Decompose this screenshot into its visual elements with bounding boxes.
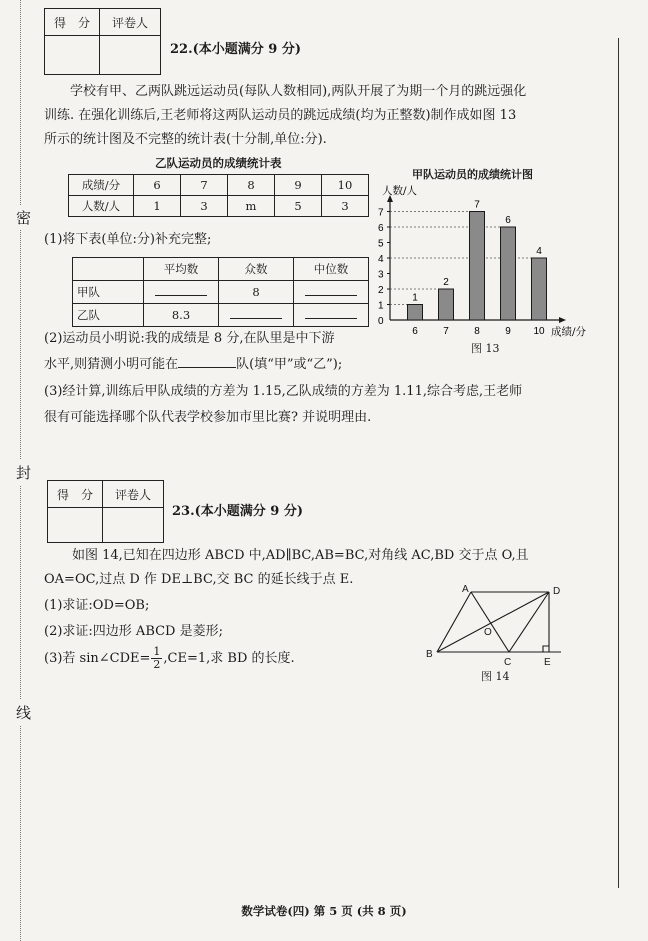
yi-count-cell: m (228, 196, 275, 217)
bar-value-label: 4 (536, 246, 542, 257)
q22-part1: (1)将下表(单位:分)补充完整; (44, 232, 212, 247)
yi-score-cell: 8 (228, 175, 275, 196)
diagonal-ac (471, 592, 509, 652)
yi-row2-label: 人数/人 (69, 196, 134, 217)
summary-yi-label: 乙队 (73, 304, 144, 327)
yi-count-cell: 3 (322, 196, 369, 217)
y-tick-label: 7 (378, 207, 384, 219)
q22-score-box (44, 8, 161, 75)
bar-6 (408, 305, 423, 321)
q23-intro-line2: OA=OC,过点 D 作 DE⊥BC,交 BC 的延长线于点 E. (44, 572, 354, 587)
x-tick-label: 8 (474, 326, 480, 337)
y-tick-label: 2 (378, 285, 384, 296)
page-footer: 数学试卷(四) 第 5 页 (共 8 页) (241, 904, 407, 918)
q23-part3 (44, 646, 295, 671)
x-axis-label: 成绩/分 (551, 326, 587, 338)
summary-header-blank (73, 258, 144, 281)
label-e: E (544, 657, 551, 668)
yi-score-cell: 9 (275, 175, 322, 196)
right-angle-mark (543, 646, 549, 652)
bar-value-label: 6 (505, 215, 511, 226)
grader-box-label: 评卷人 (103, 481, 164, 508)
yi-count-cell: 1 (134, 196, 181, 217)
q22-part2-text-b: 队(填“甲”或“乙”); (236, 357, 343, 372)
segment-dc (509, 592, 549, 652)
y-tick-label: 4 (378, 254, 384, 265)
q22-part2-line1: (2)运动员小明说:我的成绩是 8 分,在队里是中下游 (44, 331, 335, 346)
yi-score-cell: 7 (181, 175, 228, 196)
q22-part3-line2: 很有可能选择哪个队代表学校参加市里比赛? 并说明理由. (44, 410, 372, 425)
q22-intro-line1: 学校有甲、乙两队跳远运动员(每队人数相同),两队开展了为期一个月的跳远强化 (70, 84, 527, 99)
q23-part1: (1)求证:OD=OB; (44, 598, 150, 613)
figure-caption: 图 14 (481, 670, 510, 683)
q23-part3-suffix: ,CE=1,求 BD 的长度. (163, 650, 295, 666)
q22-intro-line2: 训练. 在强化训练后,王老师将这两队运动员的跳远成绩(均为正整数)制作成如图 13 (44, 108, 517, 123)
summary-table (72, 257, 369, 327)
x-tick-label: 6 (412, 326, 418, 337)
q23-header: 23.(本小题满分 9 分) (172, 504, 304, 519)
x-tick-label: 9 (505, 326, 511, 337)
x-tick-label: 10 (533, 326, 545, 337)
grader-box-label: 评卷人 (100, 9, 161, 36)
q22-part2-line2 (44, 353, 342, 377)
score-box-label: 得 分 (45, 9, 100, 36)
yi-score-cell: 6 (134, 175, 181, 196)
yi-score-cell: 10 (322, 175, 369, 196)
fraction-numerator: 1 (153, 645, 161, 658)
score-cell[interactable] (45, 36, 100, 75)
y-axis-label: 人数/人 (382, 185, 418, 197)
summary-jia-label: 甲队 (73, 281, 144, 304)
x-axis-arrow (559, 317, 566, 323)
y-tick-label: 5 (378, 238, 384, 250)
bar-7 (439, 289, 454, 320)
q23-part2: (2)求证:四边形 ABCD 是菱形; (44, 624, 223, 639)
yi-count-cell: 5 (275, 196, 322, 217)
summary-header-mode: 众数 (219, 258, 294, 281)
x-tick-label: 7 (443, 326, 449, 337)
grader-cell[interactable] (103, 508, 164, 543)
chart-caption: 图 13 (471, 342, 500, 355)
yi-count-cell: 3 (181, 196, 228, 217)
jia-mean-cell[interactable] (144, 281, 219, 304)
q22-part3-line1: (3)经计算,训练后甲队成绩的方差为 1.15,乙队成绩的方差为 1.11,综合考虑,王老师 (44, 384, 523, 399)
bar-9 (501, 227, 516, 320)
label-c: C (504, 657, 512, 668)
chart-title: 甲队运动员的成绩统计图 (412, 168, 533, 181)
q23-score-box (47, 480, 164, 543)
summary-header-mean: 平均数 (144, 258, 219, 281)
yi-mode-cell[interactable] (219, 304, 294, 327)
label-a: A (462, 584, 469, 595)
yi-score-table (68, 174, 369, 217)
y-tick-label: 6 (378, 223, 384, 234)
y-tick-label: 1 (378, 300, 384, 312)
score-box-label: 得 分 (48, 481, 103, 508)
label-o: O (484, 627, 492, 638)
q23-intro-line1: 如图 14,已知在四边形 ABCD 中,AD∥BC,AB=BC,对角线 AC,BD 交于点 O,且 (72, 548, 529, 563)
yi-mean-cell: 8.3 (144, 304, 219, 327)
score-cell[interactable] (48, 508, 103, 543)
bar-value-label: 1 (412, 292, 418, 304)
bar-10 (532, 258, 547, 320)
label-b: B (426, 649, 433, 660)
q22-part2-text-a: 水平,则猜测小明可能在 (44, 357, 179, 372)
team-answer-blank[interactable] (178, 367, 236, 368)
q22-header: 22.(本小题满分 9 分) (170, 42, 302, 57)
q23-part3-prefix: (3)若 sin∠CDE= (44, 650, 151, 666)
bar-8 (470, 212, 485, 321)
bar-value-label: 7 (474, 199, 480, 211)
jia-mode-cell: 8 (219, 281, 294, 304)
yi-row1-label: 成绩/分 (69, 175, 134, 196)
q22-intro-line3: 所示的统计图及不完整的统计表(十分制,单位:分). (44, 132, 327, 147)
margin-mark-mi: 密 (16, 205, 31, 230)
origin-label: 0 (378, 316, 384, 327)
rhombus-figure (424, 582, 574, 682)
fraction-one-half (151, 646, 162, 671)
margin-mark-feng: 封 (16, 460, 31, 485)
bar-value-label: 2 (443, 277, 449, 288)
summary-header-median: 中位数 (294, 258, 369, 281)
jia-bar-chart (358, 180, 598, 340)
label-d: D (553, 586, 561, 597)
yi-table-title: 乙队运动员的成绩统计表 (155, 156, 282, 170)
y-tick-label: 3 (378, 269, 384, 281)
right-border-line (618, 38, 619, 888)
margin-mark-xian: 线 (16, 700, 31, 725)
grader-cell[interactable] (100, 36, 161, 75)
fraction-denominator: 2 (153, 658, 161, 671)
